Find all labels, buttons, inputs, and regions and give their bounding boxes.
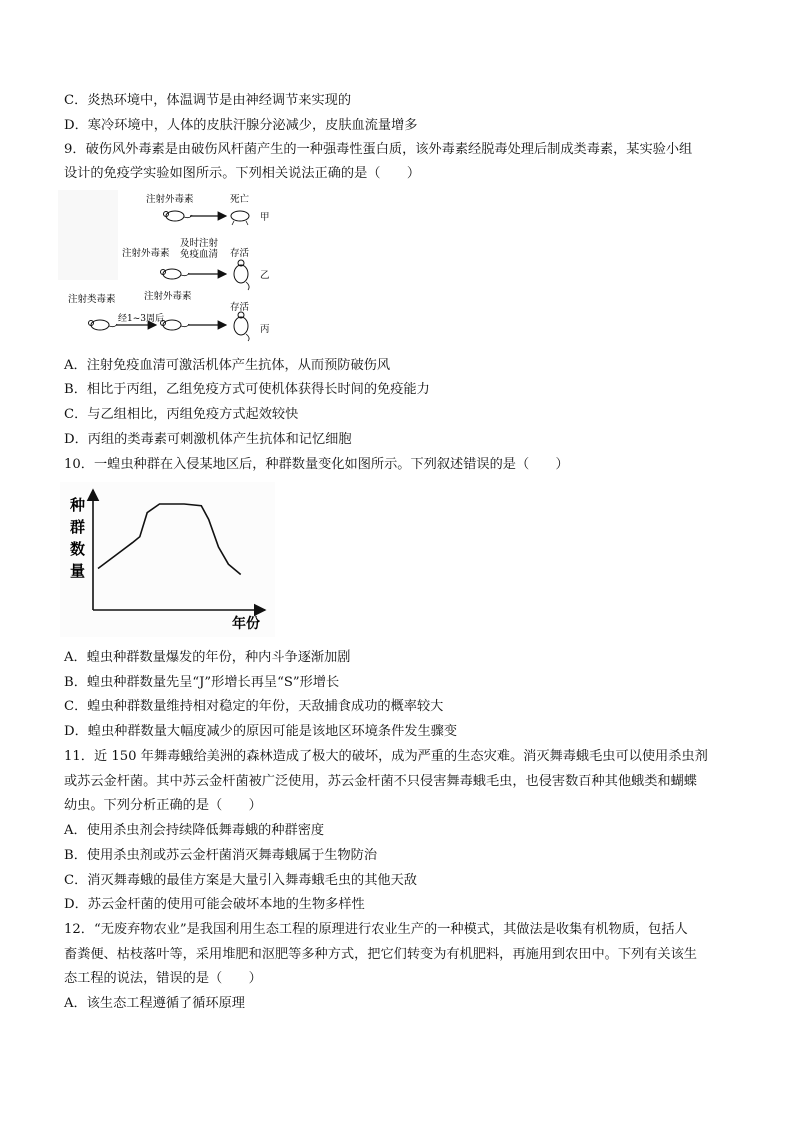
q10-stem: 10．一蝗虫种群在入侵某地区后，种群数量变化如图所示。下列叙述错误的是（ ） [64, 457, 569, 472]
option-c-prev: C．炎热环境中，体温调节是由神经调节来实现的 [64, 93, 352, 108]
option-d-prev: D．寒冷环境中，人体的皮肤汗腺分泌减少，皮肤血流量增多 [64, 118, 418, 133]
row3-result-label: 存活 [230, 302, 250, 313]
live-mouse-icon [234, 312, 249, 341]
live-mouse-icon [234, 260, 249, 290]
mouse-icon [89, 320, 118, 330]
row2-group-label: 乙 [260, 270, 270, 281]
q9-option-c: C．与乙组相比，丙组免疫方式起效较快 [64, 407, 299, 422]
row3-inject2-label: 注射外毒素 [144, 291, 192, 302]
q9-experiment-figure [58, 190, 318, 342]
q11-option-c: C．消灭舞毒蛾的最佳方案是大量引入舞毒蛾毛虫的其他天敌 [64, 873, 417, 888]
row3-inject1-label: 注射类毒素 [68, 294, 116, 305]
y-axis-label-char: 群 [70, 518, 86, 536]
y-axis-label-char: 种 [70, 496, 86, 514]
row1-result-label: 死亡 [230, 194, 250, 205]
q9-option-a: A．注射免疫血清可激活机体产生抗体，从而预防破伤风 [64, 358, 391, 373]
q12-stem-line3: 态工程的说法，错误的是（ ） [64, 971, 262, 986]
q12-option-a: A．该生态工程遵循了循环原理 [64, 996, 245, 1011]
dead-mouse-icon [231, 211, 249, 225]
q10-population-chart [60, 482, 275, 637]
q10-option-c: C．蝗虫种群数量维持相对稳定的年份，天敌捕食成功的概率较大 [64, 699, 444, 714]
row3-wait-label: 经1~3周后 [118, 314, 164, 324]
q10-option-b: B．蝗虫种群数量先呈“J”形增长再呈“S”形增长 [64, 675, 340, 690]
q9-option-b: B．相比于丙组，乙组免疫方式可使机体获得长时间的免疫能力 [64, 382, 430, 397]
q9-stem-line1: 9．破伤风外毒素是由破伤风杆菌产生的一种强毒性蛋白质，该外毒素经脱毒处理后制成类毒素，某实验小组 [64, 142, 693, 157]
q9-stem-line2: 设计的免疫学实验如图所示。下列相关说法正确的是（ ） [64, 166, 421, 181]
row1-inject-label: 注射外毒素 [146, 194, 194, 205]
q11-stem-line1: 11．近 150 年舞毒蛾给美洲的森林造成了极大的破坏，成为严重的生态灾难。消灭舞毒蛾毛虫可以使用杀虫剂 [64, 749, 708, 764]
row1-group-label: 甲 [260, 212, 270, 223]
q11-stem-line2: 或苏云金杆菌。其中苏云金杆菌被广泛使用，苏云金杆菌不只侵害舞毒蛾毛虫，也侵害数百种其他蛾类和蝴蝶 [64, 774, 697, 789]
q12-stem-line2: 畜粪便、枯枝落叶等，采用堆肥和沤肥等多种方式，把它们转变为有机肥料，再施用到农田中。下列有关该生 [64, 947, 697, 962]
q11-option-d: D．苏云金杆菌的使用可能会破坏本地的生物多样性 [64, 897, 365, 912]
x-axis-label: 年份 [232, 616, 260, 632]
row2-result-label: 存活 [230, 248, 250, 259]
y-axis-label-char: 数 [70, 540, 86, 558]
q11-option-b: B．使用杀虫剂或苏云金杆菌消灭舞毒蛾属于生物防治 [64, 848, 378, 863]
q12-stem-line1: 12．“无废弃物农业”是我国利用生态工程的原理进行农业生产的一种模式，其做法是收集有机物质，包括人 [64, 922, 688, 937]
row2-inject-label: 注射外毒素 [122, 248, 170, 259]
mouse-icon [161, 269, 190, 279]
y-axis-label-char: 量 [70, 562, 86, 580]
q10-option-d: D．蝗虫种群数量大幅度减少的原因可能是该地区环境条件发生骤变 [64, 724, 458, 739]
row2-serum-label-a: 及时注射 [180, 238, 219, 249]
row2-serum-label-b: 免疫血清 [180, 249, 219, 260]
q10-option-a: A．蝗虫种群数量爆发的年份，种内斗争逐渐加剧 [64, 650, 351, 665]
mouse-icon [161, 320, 190, 330]
q11-option-a: A．使用杀虫剂会持续降低舞毒蛾的种群密度 [64, 823, 325, 838]
q9-option-d: D．丙组的类毒素可刺激机体产生抗体和记忆细胞 [64, 432, 352, 447]
mouse-icon [164, 211, 193, 221]
row3-group-label: 丙 [260, 324, 270, 335]
q11-stem-line3: 幼虫。下列分析正确的是（ ） [64, 798, 262, 813]
